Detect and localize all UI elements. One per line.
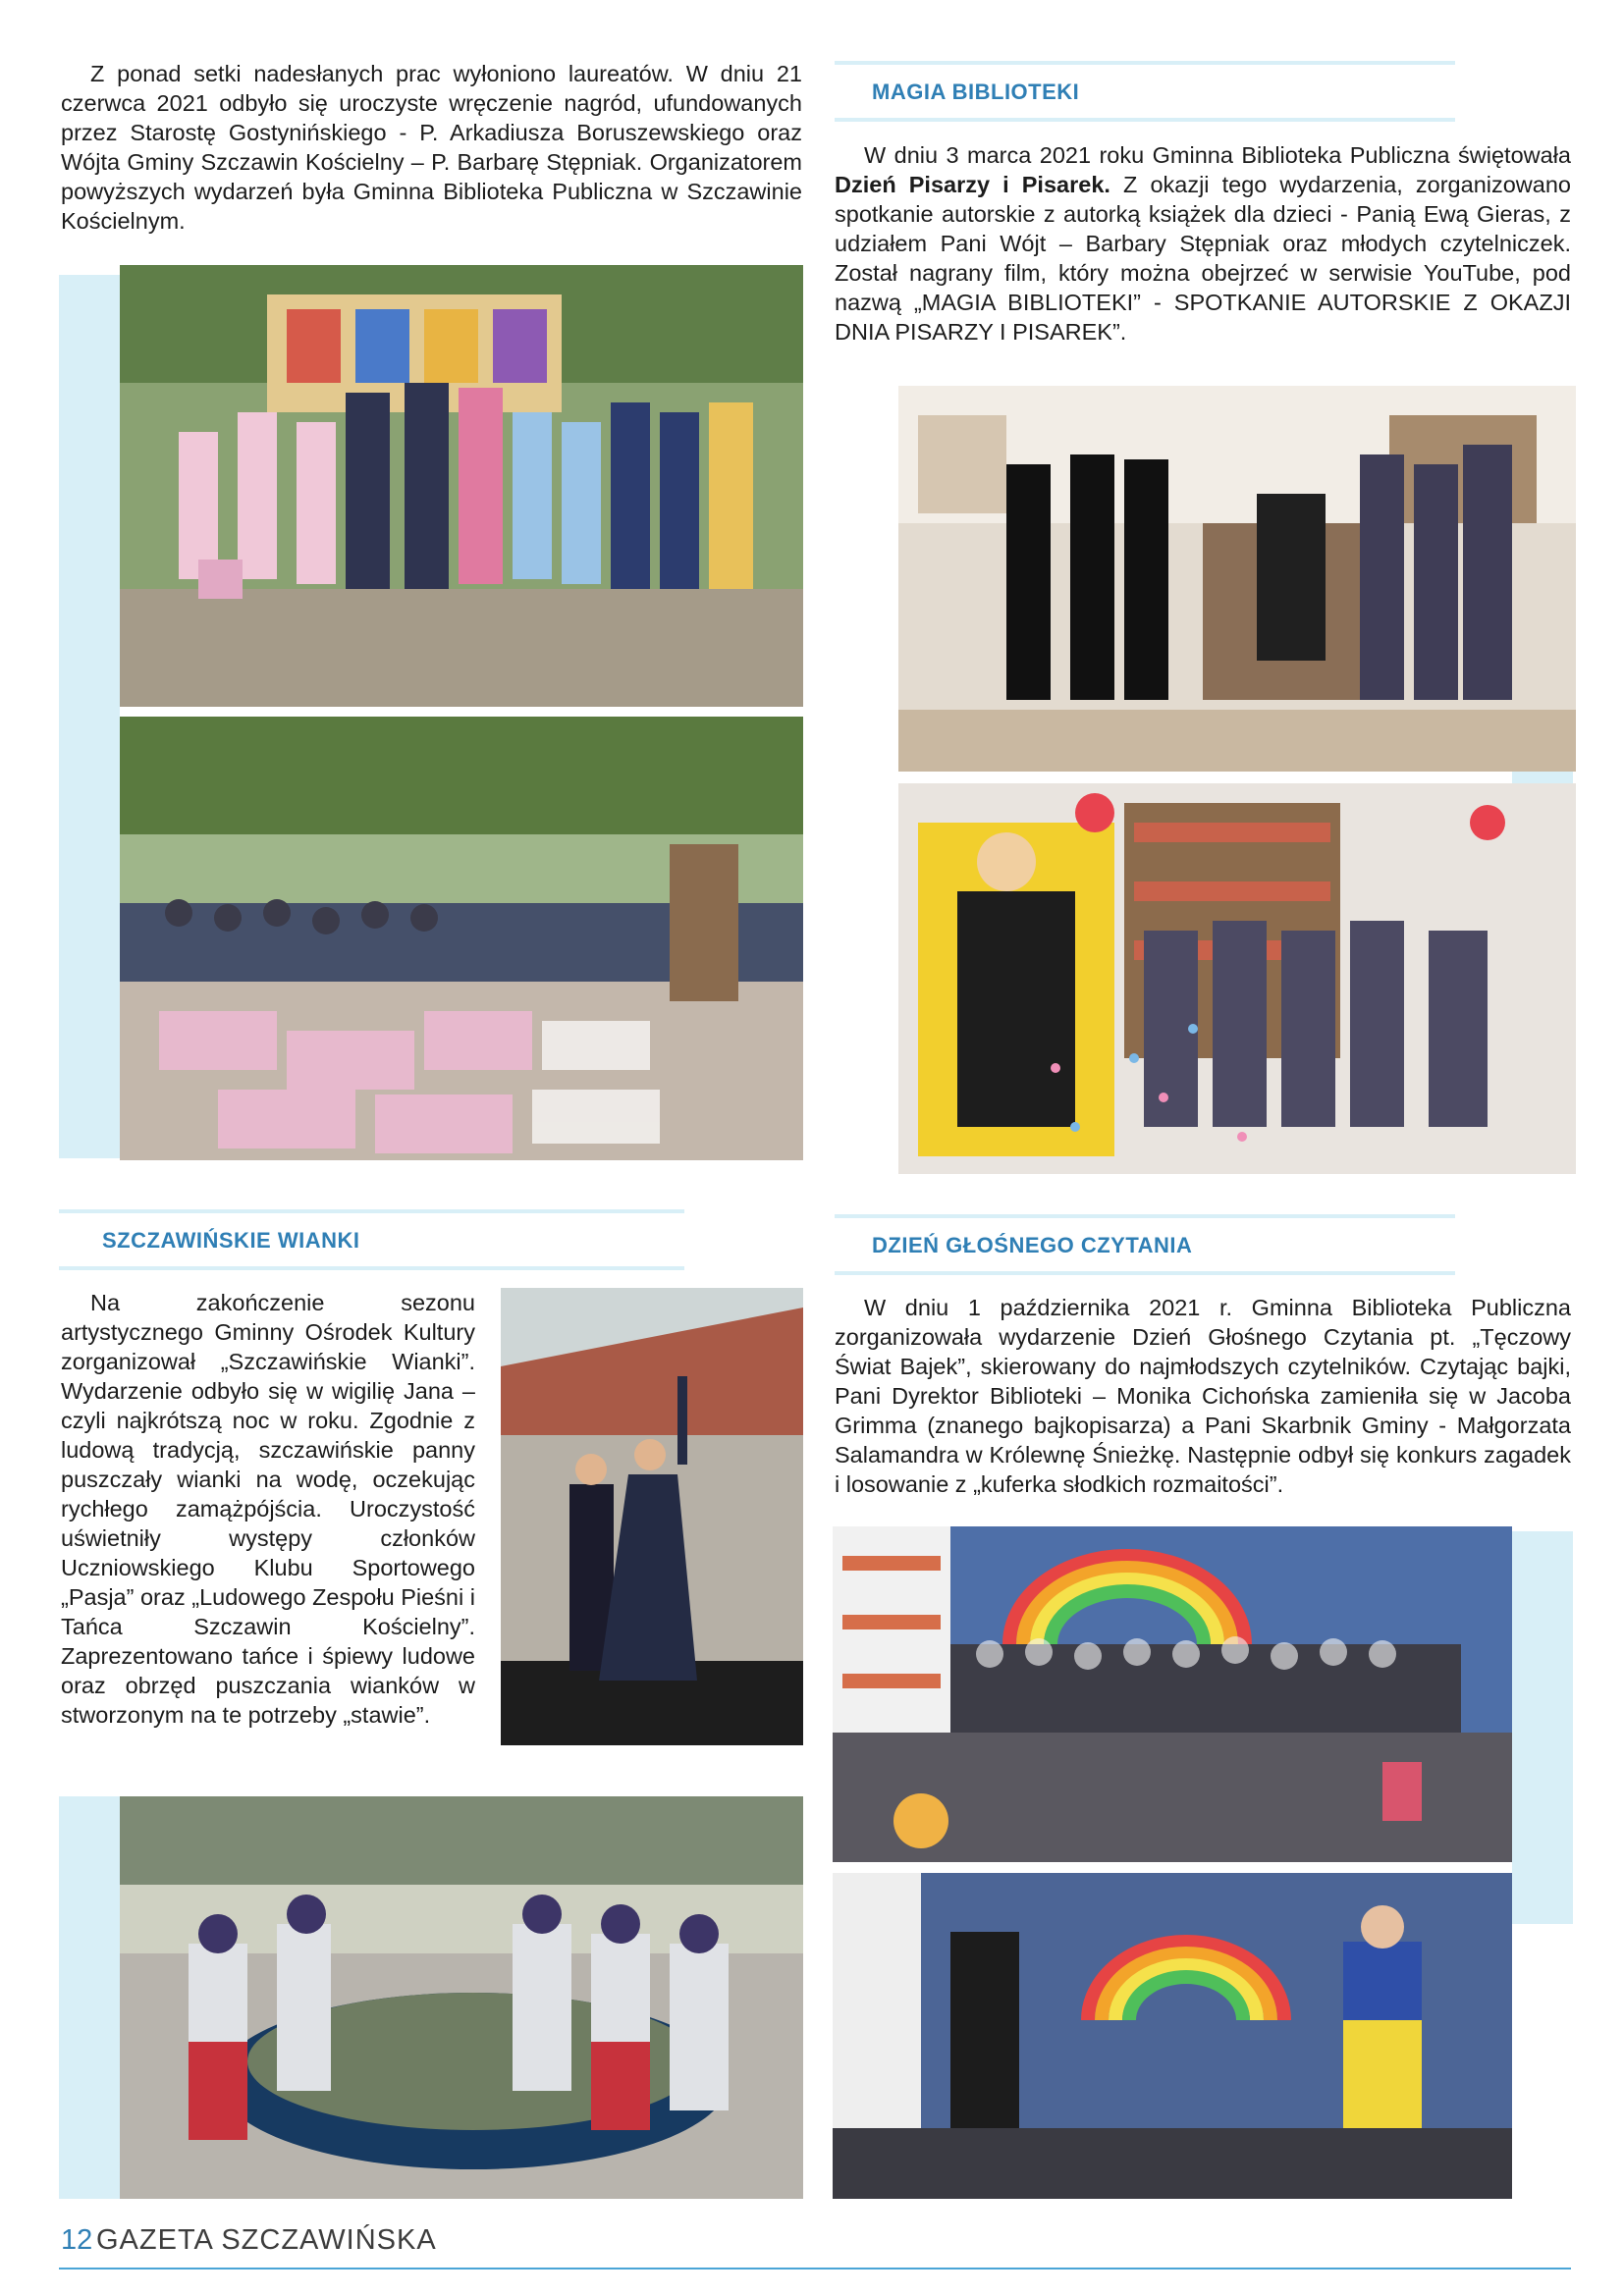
magia-text-end: Z okazji tego wydarzenia, zorganizowano spotkanie autorskie z autorką książek dla dzieci - Panią Ewą Gieras, z udziałem Pani Wójt – Barbary Stępniak oraz młodych czytelniczek. Został nagrany film, który można obejrzeć w serwisie YouTube, pod nazwą „MAGIA BIBLIOTEKI” - SPOTKANIE AUTORSKIE Z OKAZJI DNIA PISARZY I PISAREK”. [835, 172, 1571, 345]
czytania-paragraph: W dniu 1 października 2021 r. Gminna Biblioteka Publiczna zorganizowała wydarzenie Dzień Głośnego Czytania pt. „Tęczowy Świat Bajek”, skierowany do najmłodszych czytelników. Czytając bajki, Pani Dyrektor Biblioteki – Monika Cichońska zamieniła się w Jacoba Grimma (znanego bajkopisarza) a Pani Skarbnik Gminy - Małgorzata Salamandra w Królewnę Śnieżkę. Następnie odbył się konkurs zagadek i losowanie z „kuferka słodkich rozmaitości”. [835, 1295, 1571, 1497]
section-header-wianki [59, 1209, 684, 1270]
section-title-czytania: DZIEŃ GŁOŚNEGO CZYTANIA [872, 1233, 1193, 1257]
footer-rule [59, 2268, 1571, 2269]
intro-paragraph: Z ponad setki nadesłanych prac wyłoniono laureatów. W dniu 21 czerwca 2021 odbyło się uroczyste wręczenie nagród, ufundowanych przez Starostę Gostynińskiego - P. Arkadiusza Boruszewskiego oraz Wójta Gminy Szczawin Kościelny – P. Barbarę Stępniak. Organizatorem powyższych wydarzeń była Gminna Biblioteka Publiczna w Szczawinie Kościelnym. [61, 61, 802, 234]
wianki-paragraph: Na zakończenie sezonu artystycznego Gminny Ośrodek Kultury zorganizował „Szczawińskie Wianki”. Wydarzenie odbyło się w wigilię Jana – czyli najkrótszą noc w roku. Zgodnie z ludową tradycją, szczawińskie panny puszczały wianki na wodę, oczekując rychłego zamążpójścia. Uroczystość uświetniły występy członków Uczniowskiego Klubu Sportowego „Pasja” oraz „Ludowego Zespołu Pieśni i Tańca Szczawin Kościelny”. Zaprezentowano tańce i śpiewy ludowe oraz obrzęd puszczania wianków w stworzonym na te potrzeby „stawie”. [61, 1290, 475, 1728]
photo-author-meeting [898, 386, 1576, 772]
section-header-czytania [835, 1214, 1455, 1275]
accent-bar-left-top [59, 275, 120, 1158]
photo-library-confetti [898, 783, 1576, 1174]
magia-text-bold: Dzień Pisarzy i Pisarek. [835, 172, 1110, 197]
photo-dancing-couple [501, 1288, 803, 1745]
footer-publication-title: GAZETA SZCZAWIŃSKA [96, 2224, 437, 2256]
photo-storytellers [833, 1873, 1512, 2199]
accent-bar-right-bottom [1512, 1531, 1573, 1924]
accent-bar-left-bottom [59, 1796, 120, 2199]
section-header-magia [835, 61, 1455, 122]
photo-audience-gifts [120, 717, 803, 1160]
footer-page-number: 12 [61, 2224, 93, 2256]
section-title-magia: MAGIA BIBLIOTEKI [872, 80, 1080, 104]
photo-wreath-ritual [120, 1796, 803, 2199]
magia-paragraph [835, 140, 1571, 347]
section-title-wianki: SZCZAWIŃSKIE WIANKI [102, 1228, 360, 1253]
photo-award-ceremony [120, 265, 803, 707]
magia-text-start: W dniu 3 marca 2021 roku Gminna Biblioteka Publiczna świętowała [864, 142, 1571, 168]
photo-rainbow-group [833, 1526, 1512, 1862]
